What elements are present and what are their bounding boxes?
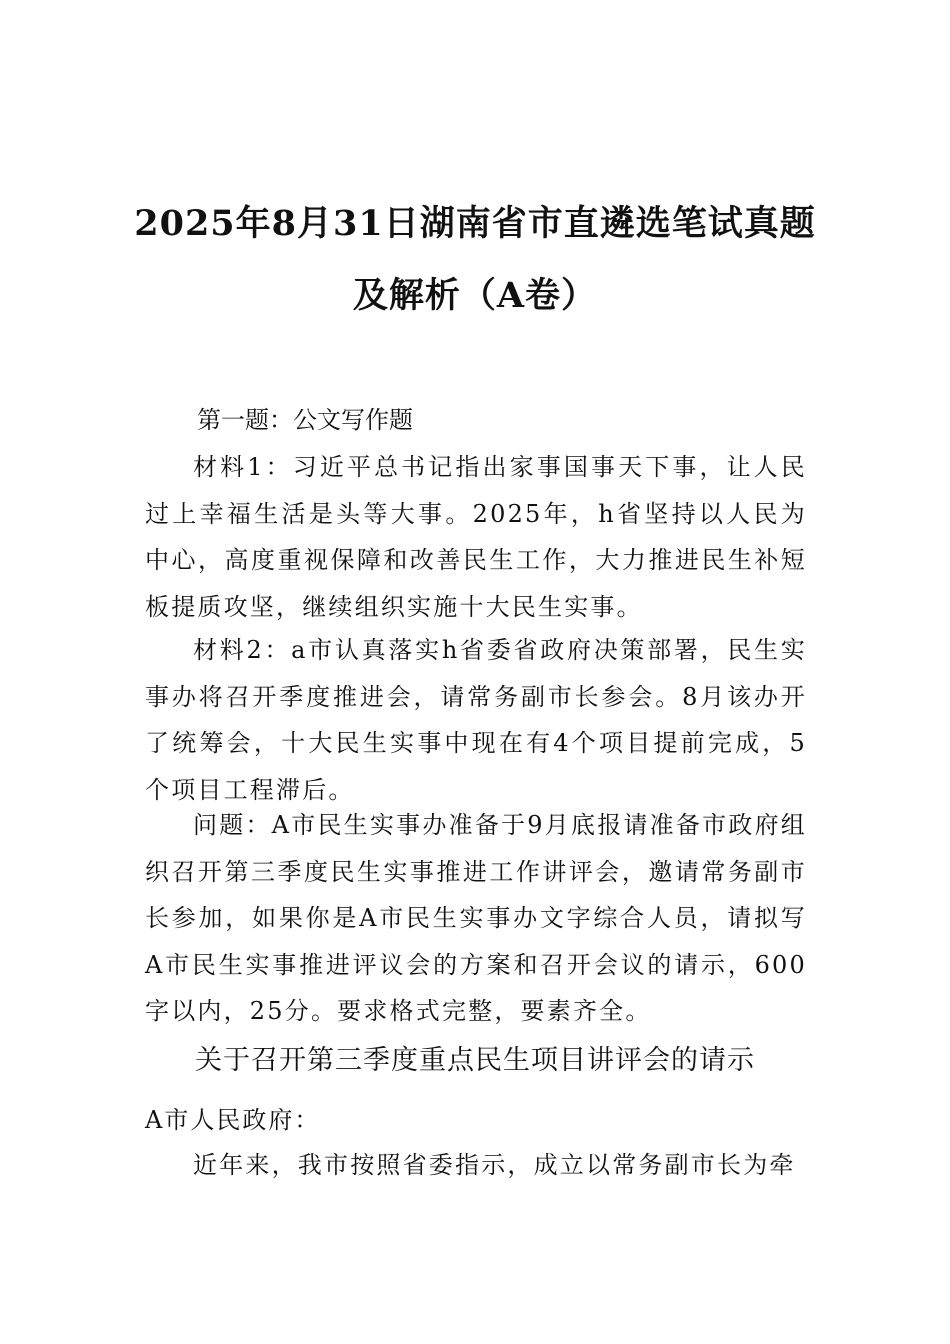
material-2-text: 材料2：a市认真落实h省委省政府决策部署，民生实事办将召开季度推进会，请常务副市长参会。8月该办开了统筹会，十大民生实事中现在有4个项目提前完成，5个项目工程滞后。 xyxy=(145,636,807,804)
answer-paragraph: 近年来，我市按照省委指示，成立以常务副市长为牵 xyxy=(193,1151,796,1179)
material-1-text: 材料1：习近平总书记指出家事国事天下事，让人民过上幸福生活是头等大事。2025年，h省坚持以人民为中心，高度重视保障和改善民生工作，大力推进民生补短板提质攻坚，继续组织实施十大民生实事。 xyxy=(145,453,807,621)
document-title-line1: 2025年8月31日湖南省市直遴选笔试真题 xyxy=(134,203,816,244)
material-1 xyxy=(145,444,807,630)
answer-body xyxy=(145,1142,807,1189)
recipient: A市人民政府： xyxy=(145,1106,321,1134)
material-2 xyxy=(145,627,807,813)
document-title-line2: 及解析（A卷） xyxy=(352,275,598,316)
section-heading: 第一题：公文写作题 xyxy=(197,406,413,434)
question xyxy=(145,802,807,1035)
question-text: 问题：A市民生实事办准备于9月底报请准备市政府组织召开第三季度民生实事推进工作讲评会，邀请常务副市长参加，如果你是A市民生实事办文字综合人员，请拟写A市民生实事推进评议会的方案和召开会议的请示，600字以内，25分。要求格式完整，要素齐全。 xyxy=(145,811,807,1025)
answer-title: 关于召开第三季度重点民生项目讲评会的请示 xyxy=(195,1045,755,1076)
